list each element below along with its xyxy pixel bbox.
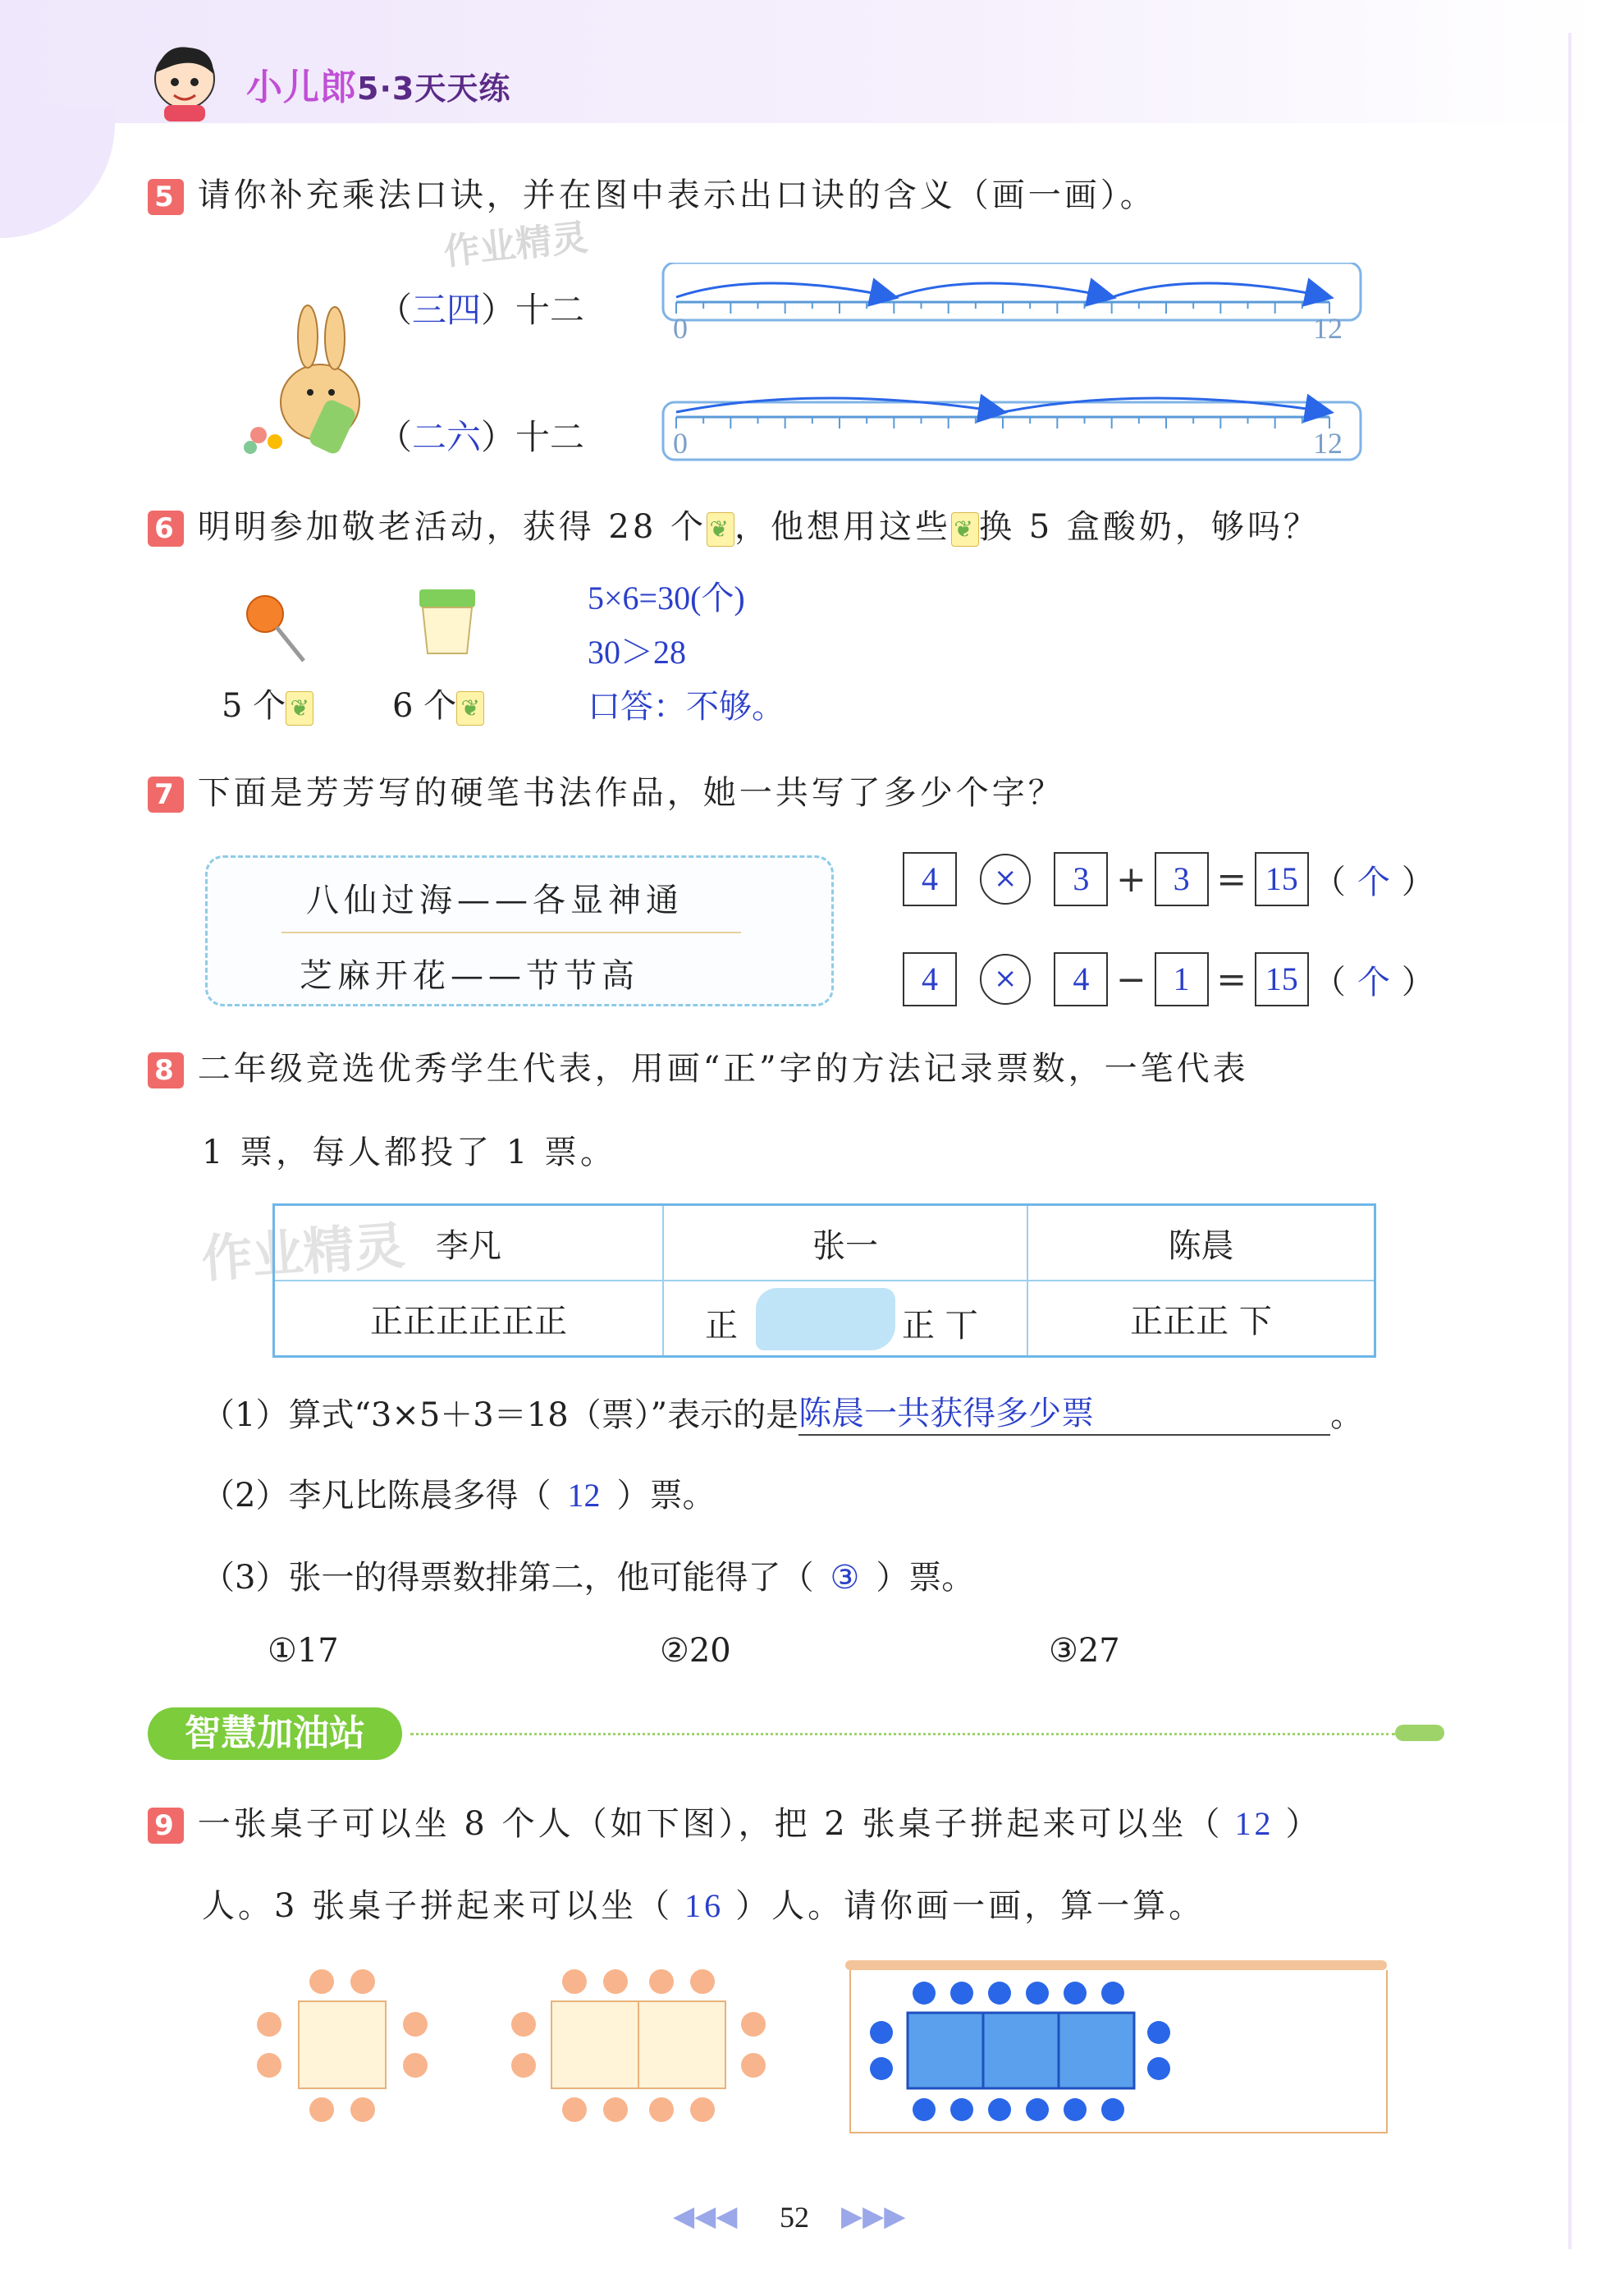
prev-arrows-icon: ◀◀◀ [673,2200,738,2233]
q8-sub2-answer: 12 [567,1477,601,1514]
q7-equation-1: 4 × 3 + 3 = 15 （ 个 ） [903,852,1434,906]
page-side-line [1568,33,1572,2249]
svg-text:0: 0 [673,312,688,345]
section-divider [410,1733,1395,1735]
watermark: 作业精灵 [199,1215,407,1290]
question-number: 7 [148,777,184,813]
q6-work-answer: 口答：不够。 [588,688,785,725]
equation-box: 1 [1155,952,1209,1006]
number-line-1 [663,263,1361,345]
yogurt-price: 6 个 ❦ [392,680,484,726]
q8-sub3-answer: ③ [830,1559,860,1596]
table-row [274,1281,1375,1357]
svg-text:12: 12 [1313,312,1343,345]
watermark: 作业精灵 [442,216,590,274]
header-cell: 李凡 [274,1205,664,1281]
equation-box: 4 [903,952,957,1006]
mascot-boy-icon [148,39,222,121]
table-row [274,1205,1375,1281]
question-number: 6 [148,511,184,547]
equation-box: 4 [903,852,957,906]
next-arrows-icon: ▶▶▶ [841,2200,906,2233]
q8-sub3: （3）张一的得票数排第二，他可能得了（ ③ ）票。 [202,1559,975,1597]
rhyme-1-answer: 三四 [412,292,482,330]
tables-diagram [246,1945,1395,2142]
rhyme-1: （三四）十二 [377,290,585,330]
q9-prompt-line2: 人。3 张桌子拼起来可以坐（ 16 ）人。请你画一画，算一算。 [202,1887,1206,1925]
lollipop-price: 5 个 ❦ [222,680,313,726]
leaf-ticket-icon: ❦ [951,512,979,547]
vote-table [272,1203,1376,1358]
q8-sub2: （2）李凡比陈晨多得（ 12 ）票。 [202,1477,716,1515]
q5-text: 请你补充乘法口诀，并在图中表示出口诀的含义（画一画）。 [197,176,1156,214]
tally-cell: 正正正正正正 [274,1281,664,1357]
brand-series: 5·3天天练 [357,71,511,107]
q9-answer-1: 12 [1234,1805,1274,1842]
yogurt-icon [414,584,480,658]
brand-name: 小儿郎 [246,66,357,108]
tally-cell: 正 正 丅 [663,1281,1027,1357]
q8-sub1-answer: 陈晨一共获得多少票 [798,1395,1095,1432]
header-cell: 张一 [663,1205,1027,1281]
svg-text:12: 12 [1313,427,1343,460]
number-lines [657,263,1370,468]
divider [281,932,741,933]
equation-box: 3 [1054,852,1108,906]
header-decoration [0,107,115,238]
q6-work-line2: 30＞28 [588,634,686,671]
q8-sub1: （1）算式“3×5＋3＝18（票）”表示的是陈晨一共获得多少票 。 [202,1387,1433,1436]
rabbit-icon [238,304,386,460]
rhyme-2: （二六）十二 [377,417,585,457]
leaf-ticket-icon: ❦ [286,691,313,726]
question-number: 5 [148,179,184,215]
q9-prompt-line1: 9 一张桌子可以坐 8 个人（如下图），把 2 张桌子拼起来可以坐（ 12 ） [148,1798,1461,1845]
q8-prompt-line1: 8 二年级竞选优秀学生代表，用画“正”字的方法记录票数，一笔代表 [148,1043,1249,1089]
q7-prompt: 7 下面是芳芳写的硬笔书法作品，她一共写了多少个字？ [148,767,1064,813]
equation-result-box: 15 [1255,952,1309,1006]
svg-text:0: 0 [673,427,688,460]
q5-prompt [148,169,1156,216]
leaf-ticket-icon: ❦ [456,691,484,726]
operator-circle: × [980,854,1031,905]
tally-cell: 正正正 下 [1027,1281,1375,1357]
option-1: ①17 [268,1632,339,1670]
two-tables [511,1969,766,2122]
option-2: ②20 [660,1632,731,1670]
rhyme-2-answer: 二六 [412,419,482,457]
brand-title [246,57,510,110]
leaf-ticket-icon: ❦ [707,512,734,547]
q6-work [588,571,785,734]
q7-equation-2: 4 × 4 − 1 = 15 （ 个 ） [903,952,1434,1006]
calligraphy-line-2: 芝麻开花——节节高 [300,957,639,995]
question-number: 8 [148,1052,184,1088]
q6-work-line1: 5×6=30(个) [588,580,745,616]
operator-circle: × [980,954,1031,1005]
calligraphy-card [205,855,834,1006]
section-divider-end [1395,1725,1444,1741]
header-cell: 陈晨 [1027,1205,1375,1281]
number-line-2 [663,398,1361,460]
page-number: 52 [780,2201,809,2234]
header-band [0,0,1606,123]
lollipop-icon [242,591,308,665]
single-table [257,1969,428,2122]
drawing-board [845,1960,1387,2133]
q6-prompt: 6 明明参加敬老活动，获得 28 个 ❦，他想用这些 ❦换 5 盒酸奶，够吗？ [148,501,1320,548]
equation-box: 3 [1155,852,1209,906]
q9-answer-2: 16 [684,1887,725,1924]
equation-result-box: 15 [1255,852,1309,906]
question-number: 9 [148,1808,184,1844]
option-3: ③27 [1049,1632,1120,1670]
calligraphy-line-1: 八仙过海——各显神通 [306,882,684,919]
q8-prompt-line2: 1 票，每人都投了 1 票。 [202,1134,617,1171]
ink-blot [756,1288,895,1350]
section-banner: 智慧加油站 [148,1707,402,1760]
equation-box: 4 [1054,952,1108,1006]
